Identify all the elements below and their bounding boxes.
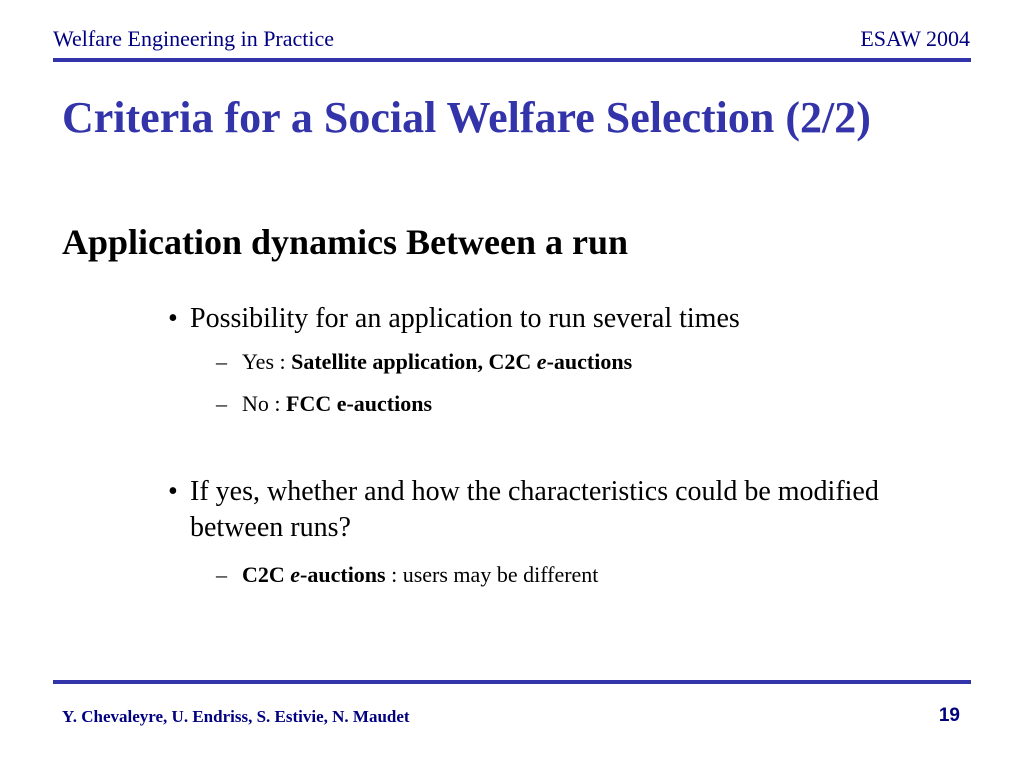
slide-title: Criteria for a Social Welfare Selection (2/2) (62, 93, 871, 142)
bullet-dot-icon: • (168, 476, 178, 507)
dash-icon: – (216, 349, 227, 374)
dash-icon: – (216, 391, 227, 416)
bullet-modified-between-runs (168, 474, 928, 546)
bottom-divider (53, 680, 971, 684)
sub-prefix: Yes : (242, 349, 292, 374)
bullet-dot-icon: • (168, 303, 178, 334)
page-number: 19 (938, 705, 960, 726)
bullet-text: Possibility for an application to run several times (190, 303, 740, 334)
sub-bold-text: FCC e-auctions (286, 391, 433, 416)
bullet-text: If yes, whether and how the characteristics could be modified between runs? (190, 476, 879, 543)
header-left-title: Welfare Engineering in Practice (53, 26, 335, 51)
sub-bullet-no (216, 389, 936, 419)
dash-icon: – (216, 562, 227, 587)
sub-italic-text: e (290, 562, 301, 587)
section-heading: Application dynamics Between a run (62, 222, 629, 262)
sub-italic-text: e (536, 349, 547, 374)
sub-bold-text-2: -auctions (546, 349, 633, 374)
sub-bullet-yes (216, 347, 936, 377)
sub-bullet-c2c (216, 560, 936, 590)
bullet-run-several-times (168, 301, 928, 337)
sub-prefix: No : (242, 391, 286, 416)
header-right-event: ESAW 2004 (860, 26, 970, 51)
sub-bold-text: C2C (242, 562, 291, 587)
sub-bold-text: Satellite application, C2C (291, 349, 537, 374)
top-divider (53, 58, 971, 62)
sub-suffix: : users may be different (385, 562, 599, 587)
sub-bold-text-2: -auctions (300, 562, 386, 587)
footer-authors: Y. Chevaleyre, U. Endriss, S. Estivie, N. Maudet (62, 707, 410, 726)
